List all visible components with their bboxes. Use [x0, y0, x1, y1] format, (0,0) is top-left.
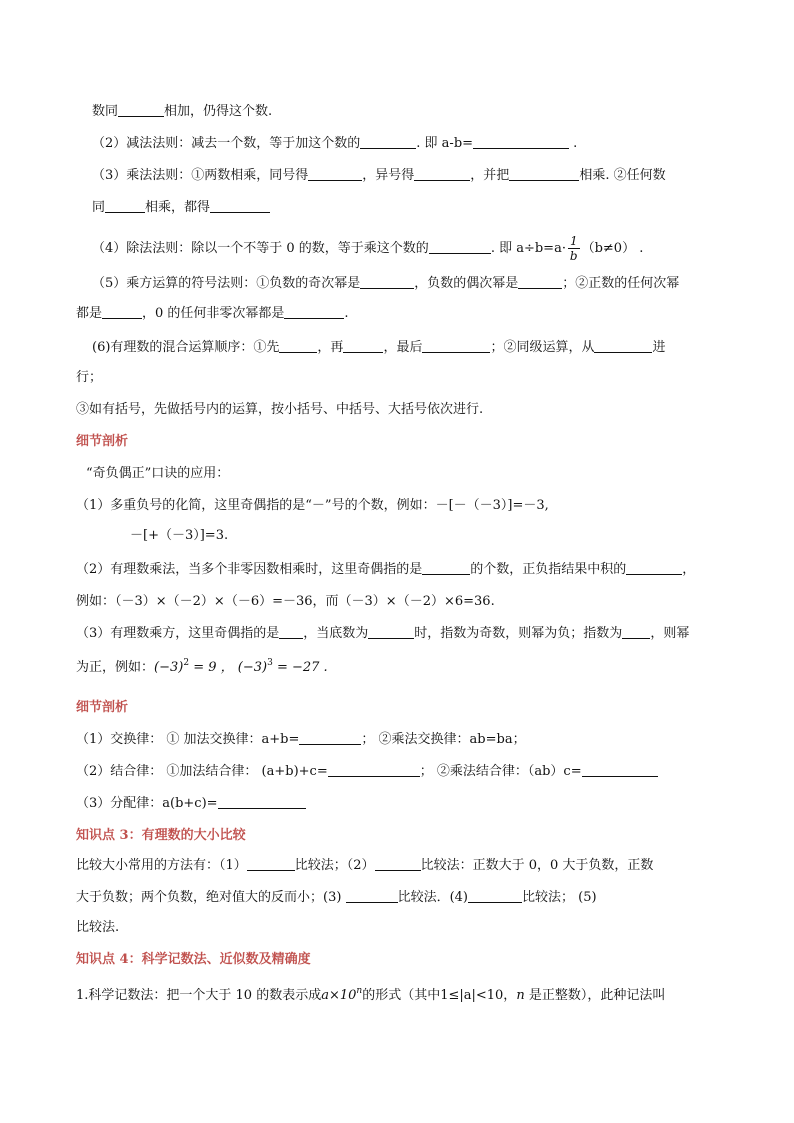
- knowledge-point-3-heading: 知识点 3：有理数的大小比较: [76, 828, 246, 843]
- blank: [346, 888, 398, 903]
- blank: [518, 274, 562, 289]
- blank: [473, 134, 569, 149]
- blank: [105, 198, 145, 213]
- blank: [284, 304, 344, 319]
- blank: [102, 304, 142, 319]
- power-sign-rule: （5）乘方运算的符号法则：①负数的奇次幂是 ，负数的偶次幂是 ；②正数的任何次幂: [92, 276, 680, 291]
- rational-power-example: 为正，例如：$(-3)^2 = 9$ ， $(-3)^3 = -27$ .: [76, 658, 328, 675]
- section-heading-detail-analysis: 细节剖析: [76, 434, 129, 449]
- addition-rule-continuation: 数同 相加，仍得这个数.: [92, 104, 273, 119]
- blank: [368, 624, 414, 639]
- blank: [422, 338, 490, 353]
- blank: [328, 762, 420, 777]
- fraction-one-over-b: $\frac{1}{b}$: [569, 234, 578, 263]
- mixed-operation-order-continuation: 行；: [76, 370, 103, 385]
- distributive-law: （3）分配律：a(b+c)=: [76, 794, 306, 814]
- scientific-notation-definition: 1.科学记数法：把一个大于 10 的数表示成$a\times 10^n$的形式（其中1≤|a|<10，n 是正整数），此种记法叫: [76, 986, 666, 1003]
- blank: [343, 338, 383, 353]
- multiple-negative-signs-example: －[+（－3）]=3.: [130, 528, 229, 543]
- comparison-methods-end: 比较法.: [76, 920, 120, 935]
- division-rule: （4）除法法则：除以一个不等于 0 的数，等于乘这个数的 . 即 a÷b=a· $\frac{1}{b}$ （b≠0） .: [92, 234, 644, 263]
- rational-multiplication-note: （2）有理数乘法，当多个非零因数相乘时，这里奇偶指的是 的个数，正负指结果中积的 ，: [76, 562, 696, 577]
- blank: [422, 560, 470, 575]
- commutative-law: （1）交换律： ① 加法交换律：a+b= ； ②乘法交换律：ab=ba；: [76, 732, 526, 747]
- knowledge-point-4-heading: 知识点 4：科学记数法、近似数及精确度: [76, 952, 311, 967]
- blank: [468, 888, 522, 903]
- blank: [375, 856, 421, 871]
- blank: [247, 856, 295, 871]
- blank: [118, 102, 164, 117]
- bracket-rule: ③如有括号，先做括号内的运算，按小括号、中括号、大括号依次进行.: [76, 402, 484, 417]
- rational-multiplication-example: 例如：（－3）×（－2）×（－6）=－36，而（－3）×（－2）×6=36.: [76, 594, 495, 609]
- multiplication-rule: （3）乘法法则：①两数相乘，同号得 ，异号得 ，并把 相乘. ②任何数: [92, 168, 666, 183]
- blank: [582, 762, 658, 777]
- blank: [509, 166, 579, 181]
- rational-power-note: （3）有理数乘方，这里奇偶指的是 ，当底数为 时，指数为奇数，则幂为负；指数为 ，则幂: [76, 626, 690, 641]
- blank: [210, 198, 270, 213]
- multiple-negative-signs: （1）多重负号的化简，这里奇偶指的是“－”号的个数，例如：－[－（－3）]=－3,: [76, 498, 549, 513]
- blank: [279, 624, 303, 639]
- odd-negative-even-positive-intro: “奇负偶正”口诀的应用：: [86, 466, 230, 481]
- blank: [429, 239, 491, 254]
- comparison-methods: 比较大小常用的方法有：（1） 比较法；（2） 比较法：正数大于 0，0 大于负数，正数: [76, 858, 654, 873]
- blank: [299, 730, 361, 745]
- blank: [414, 166, 470, 181]
- associative-law: （2）结合律： ①加法结合律： (a+b)+c= ； ②乘法结合律：（ab）c=: [76, 762, 658, 782]
- blank: [218, 794, 306, 809]
- blank: [626, 560, 682, 575]
- power-sign-rule-continuation: 都是 ，0 的任何非零次幂都是 .: [76, 306, 349, 321]
- blank: [279, 338, 317, 353]
- multiplication-rule-continuation: 同 相乘，都得: [92, 198, 270, 218]
- subtraction-rule: （2）减法法则：减去一个数，等于加这个数的 . 即 a-b= .: [92, 136, 578, 151]
- section-heading-detail-analysis-2: 细节剖析: [76, 700, 129, 715]
- blank: [594, 338, 652, 353]
- blank: [308, 166, 362, 181]
- mixed-operation-order: (6)有理数的混合运算顺序：①先 ，再 ，最后 ；②同级运算，从 进: [92, 340, 666, 355]
- blank: [360, 134, 416, 149]
- blank: [360, 274, 414, 289]
- blank: [622, 624, 650, 639]
- comparison-methods-continuation: 大于负数；两个负数，绝对值大的反而小；(3) 比较法．(4) 比较法； (5): [76, 890, 597, 905]
